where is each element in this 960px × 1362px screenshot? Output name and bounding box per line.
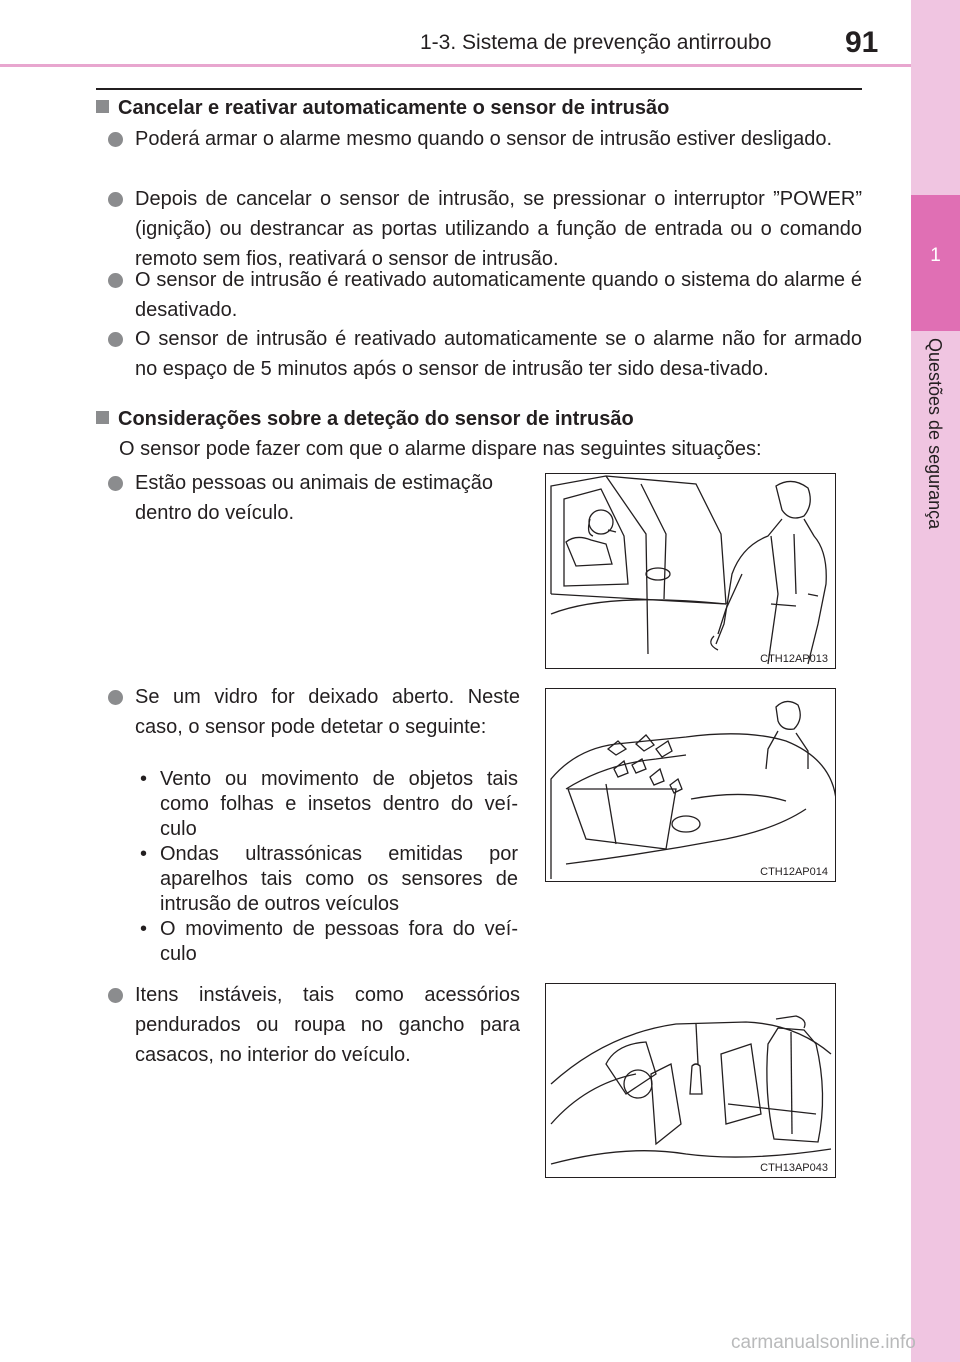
sub-list-item: • Vento ou movimento de objetos tais como folhas e insetos dentro do veí-culo [140, 768, 518, 840]
bullet-item [108, 265, 862, 325]
bullet-text: Se um vidro for deixado aberto. Neste caso, o sensor pode detetar o seguinte: [135, 686, 520, 738]
content-top-rule [96, 88, 862, 90]
round-bullet-icon [108, 690, 123, 705]
figure-person-and-pet [545, 473, 836, 669]
sub-list-item: • O movimento de pessoas fora do veí-culo [140, 918, 518, 965]
bullet-text: O sensor de intrusão é reativado automaticamente quando o sistema do alarme é desativado. [135, 269, 862, 321]
sub-item-text: Ondas ultrassónicas emitidas por aparelhos tais como os sensores de intrusão de outros veículos [160, 843, 518, 915]
square-bullet-icon [96, 100, 109, 113]
bullet-text: Depois de cancelar o sensor de intrusão, se pressionar o interruptor ”POWER” (ignição) ou destrancar as portas utilizando a função de entrada ou o comando remoto sem fios, reativará o sensor de intrusão. [135, 188, 862, 270]
sub-list-item: • Ondas ultrassónicas emitidas por aparelhos tais como os sensores de intrusão de outros veículos [140, 843, 518, 915]
car-interior-illustration [546, 984, 836, 1178]
bullet-item [108, 980, 520, 1070]
running-header-title: 1-3. Sistema de prevenção antirroubo [420, 31, 772, 54]
square-bullet-icon [96, 411, 109, 424]
round-bullet-icon [108, 476, 123, 491]
car-door-person-dog-illustration [546, 474, 836, 669]
round-bullet-icon [108, 132, 123, 147]
car-open-window-illustration [546, 689, 836, 882]
section-heading-text: Considerações sobre a deteção do sensor de intrusão [118, 408, 634, 430]
figure-open-window-leaves [545, 688, 836, 882]
figure-interior-hanging-items [545, 983, 836, 1178]
section-intro: O sensor pode fazer com que o alarme dispare nas seguintes situações: [119, 438, 762, 460]
round-bullet-icon [108, 192, 123, 207]
bullet-text: Itens instáveis, tais como acessórios pendurados ou roupa no gancho para casacos, no interior do veículo. [135, 984, 520, 1066]
round-bullet-icon [108, 273, 123, 288]
bullet-item [108, 184, 862, 274]
bullet-item [108, 124, 862, 154]
sub-item-text: O movimento de pessoas fora do veí-culo [160, 918, 518, 965]
section-heading-cancel-reactivate [96, 97, 669, 120]
bullet-item [108, 468, 520, 528]
bullet-text: Estão pessoas ou animais de estimação dentro do veículo. [135, 472, 493, 524]
watermark: carmanualsonline.info [731, 1332, 916, 1353]
chapter-number: 1 [930, 245, 941, 266]
figure-code: CTH13AP043 [760, 1162, 828, 1174]
bullet-text: O sensor de intrusão é reativado automaticamente se o alarme não for armado no espaço de 5 minutos após o sensor de intrusão ter sido desa-tivado. [135, 328, 862, 380]
round-bullet-icon [108, 332, 123, 347]
section-heading-considerations [96, 408, 634, 431]
bullet-item [108, 682, 520, 742]
section-heading-text: Cancelar e reativar automaticamente o sensor de intrusão [118, 97, 670, 119]
bullet-text: Poderá armar o alarme mesmo quando o sensor de intrusão estiver desligado. [135, 128, 833, 150]
sub-item-text: Vento ou movimento de objetos tais como folhas e insetos dentro do veí-culo [160, 768, 518, 840]
figure-code: CTH12AP013 [760, 653, 828, 665]
page-number: 91 [845, 26, 879, 59]
header-rule [0, 64, 911, 67]
figure-code: CTH12AP014 [760, 866, 828, 878]
round-bullet-icon [108, 988, 123, 1003]
bullet-item [108, 324, 862, 384]
chapter-label: Questões de segurança [925, 338, 945, 530]
